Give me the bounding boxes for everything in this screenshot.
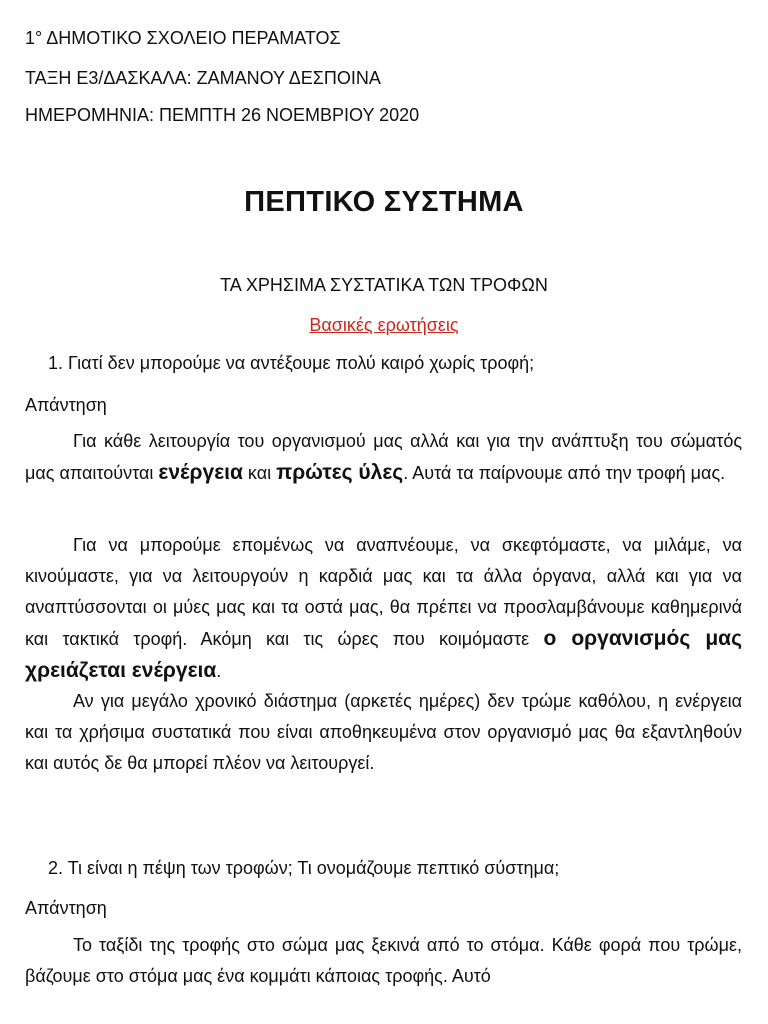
answer-1-paragraph-2 [25,530,742,687]
emphasis-raw-materials: πρώτες ύλες [276,461,404,484]
answer-1-paragraph-3: Αν για μεγάλο χρονικό διάστημα (αρκετές ημέρες) δεν τρώμε καθόλου, η ενέργεια και τα χρήσιμα συστατικά που είναι αποθηκευμένα στον οργανισμό μας θα εξαντληθούν και αυτός δε θα μπορεί πλέον να λειτουργεί. [25,691,742,773]
emphasis-needs-energy: ο οργανισμός μας χρειάζεται ενέργεια [25,627,743,682]
answer-label-2: Απάντηση [25,898,107,918]
answer-1-paragraph-1 [25,426,742,489]
school-name: 1° ΔΗΜΟΤΙΚΟ ΣΧΟΛΕΙΟ ΠΕΡΑΜΑΤΟΣ [25,28,341,48]
text-run: Για κάθε λειτουργία του οργανισμού μας αλλά και για την ανάπτυξη του σώματός μας απαιτούνται [25,431,742,483]
section-heading: Βασικές ερωτήσεις [309,315,459,335]
text-run: . [216,661,222,681]
page-title: ΠΕΠΤΙΚΟ ΣΥΣΤΗΜΑ [244,186,524,218]
date-line: ΗΜΕΡΟΜΗΝΙΑ: ΠΕΜΠΤΗ 26 ΝΟΕΜΒΡΙΟΥ 2020 [25,105,420,125]
text-run: και [242,463,277,483]
page-subtitle: ΤΑ ΧΡΗΣΙΜΑ ΣΥΣΤΑΤΙΚΑ ΤΩΝ ΤΡΟΦΩΝ [220,275,548,295]
question-1: 1. Γιατί δεν μπορούμε να αντέξουμε πολύ καιρό χωρίς τροφή; [48,353,535,373]
answer-2-paragraph-1: Το ταξίδι της τροφής στο σώμα μας ξεκινά από το στόμα. Κάθε φορά που τρώμε, βάζουμε στο στόμα μας ένα κομμάτι κάποιας τροφής. Αυτό [25,935,742,986]
emphasis-energy: ενέργεια [158,461,243,484]
text-run: Για να μπορούμε επομένως να αναπνέουμε, να σκεφτόμαστε, να μιλάμε, να κινούμαστε, για να λειτουργούν η καρδιά μας και τα άλλα όργανα, αλλά και για να αναπτύσσονται οι μύες μας και τα οστά μας, θα πρέπει να προσλαμβάνουμε καθημερινά και τακτικά τροφή. Ακόμη και τις ώρες που κοιμόμαστε [25,535,742,649]
answer-label-1: Απάντηση [25,395,107,415]
question-2: 2. Τι είναι η πέψη των τροφών; Τι ονομάζουμε πεπτικό σύστημα; [48,858,560,878]
text-run: . Αυτά τα παίρνουμε από την τροφή μας. [403,463,726,483]
class-teacher: ΤΑΞΗ Ε3/ΔΑΣΚΑΛΑ: ΖΑΜΑΝΟΥ ΔΕΣΠΟΙΝΑ [25,68,381,88]
